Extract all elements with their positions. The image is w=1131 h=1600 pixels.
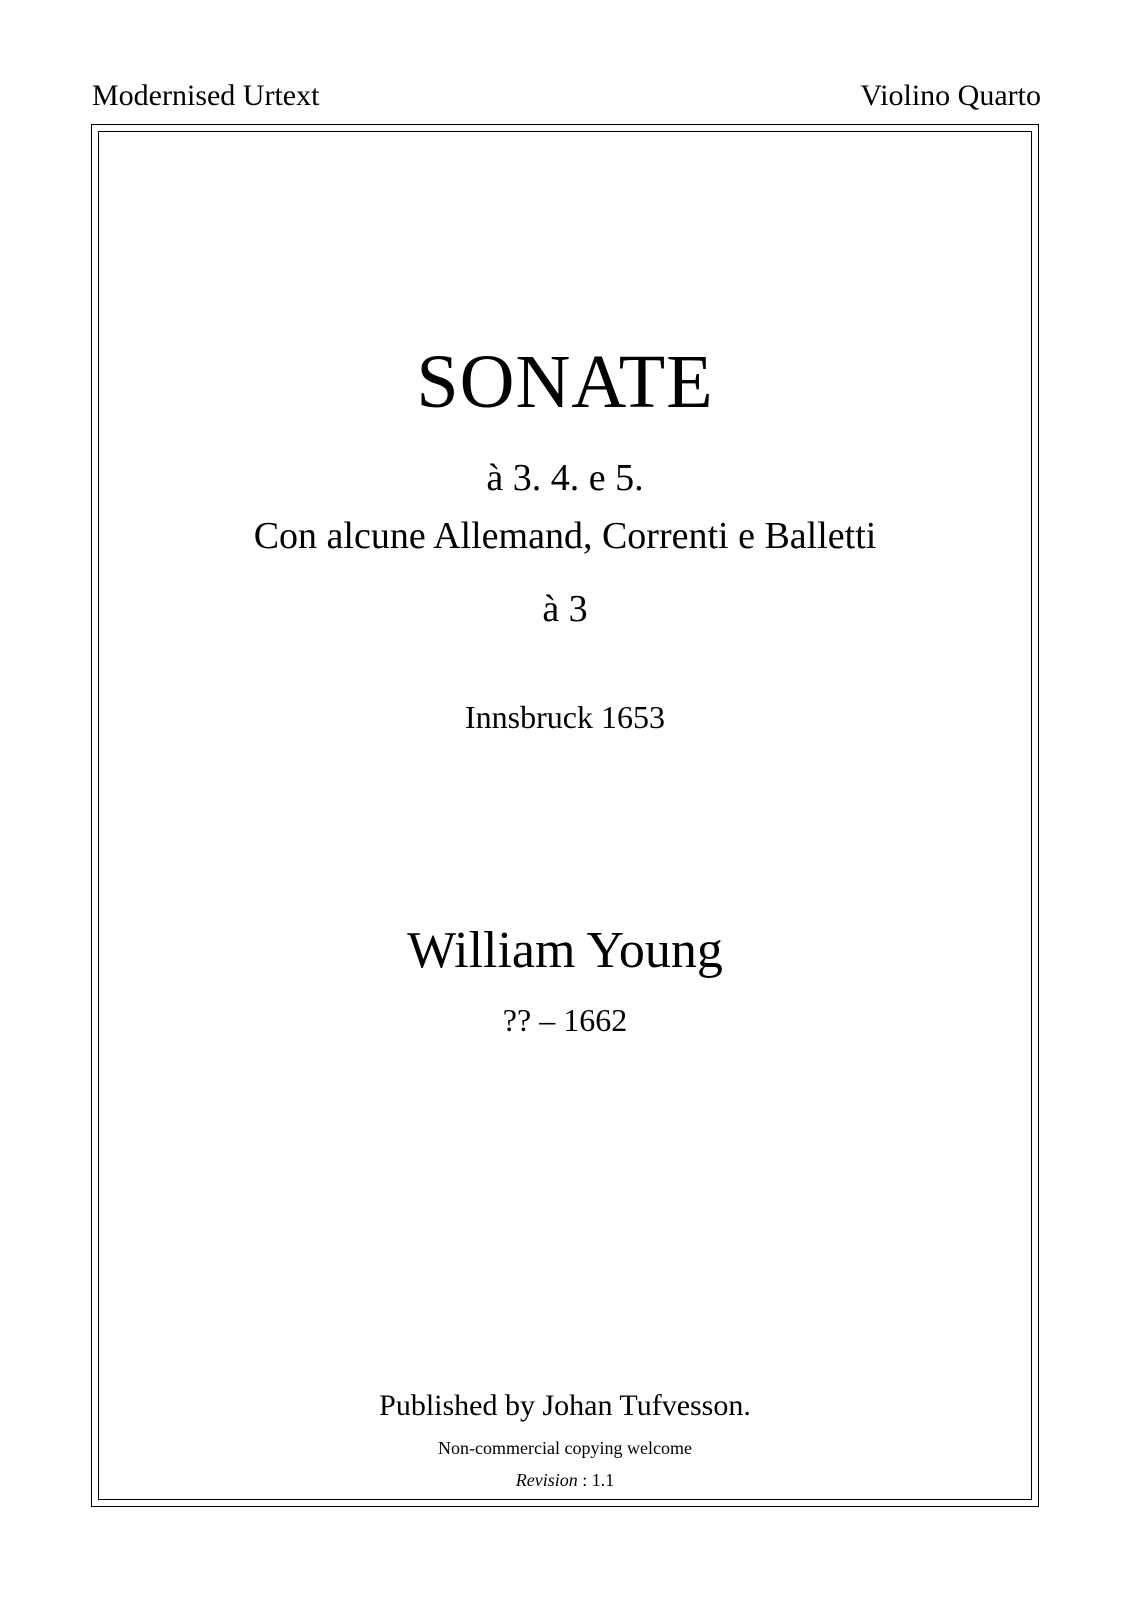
header-right-text: Violino Quarto <box>860 79 1041 112</box>
revision-line <box>98 1468 1032 1492</box>
subtitle-line-1: à 3. 4. e 5. <box>486 457 644 499</box>
subtitle-line-3: à 3 <box>542 588 588 630</box>
copying-notice: Non-commercial copying welcome <box>438 1438 692 1458</box>
title-main: SONATE <box>416 340 714 424</box>
revision-separator: : <box>577 1470 592 1490</box>
revision-value: 1.1 <box>591 1470 615 1490</box>
composer-dates: ?? – 1662 <box>502 1002 628 1038</box>
subtitle-line-2: Con alcune Allemand, Correnti e Balletti <box>253 515 877 557</box>
revision-label: Revision <box>515 1470 578 1490</box>
publisher-line: Published by Johan Tufvesson. <box>379 1389 751 1422</box>
composer-name: William Young <box>407 922 723 979</box>
publication-place-year: Innsbruck 1653 <box>465 699 665 735</box>
header-left-text: Modernised Urtext <box>92 79 320 112</box>
